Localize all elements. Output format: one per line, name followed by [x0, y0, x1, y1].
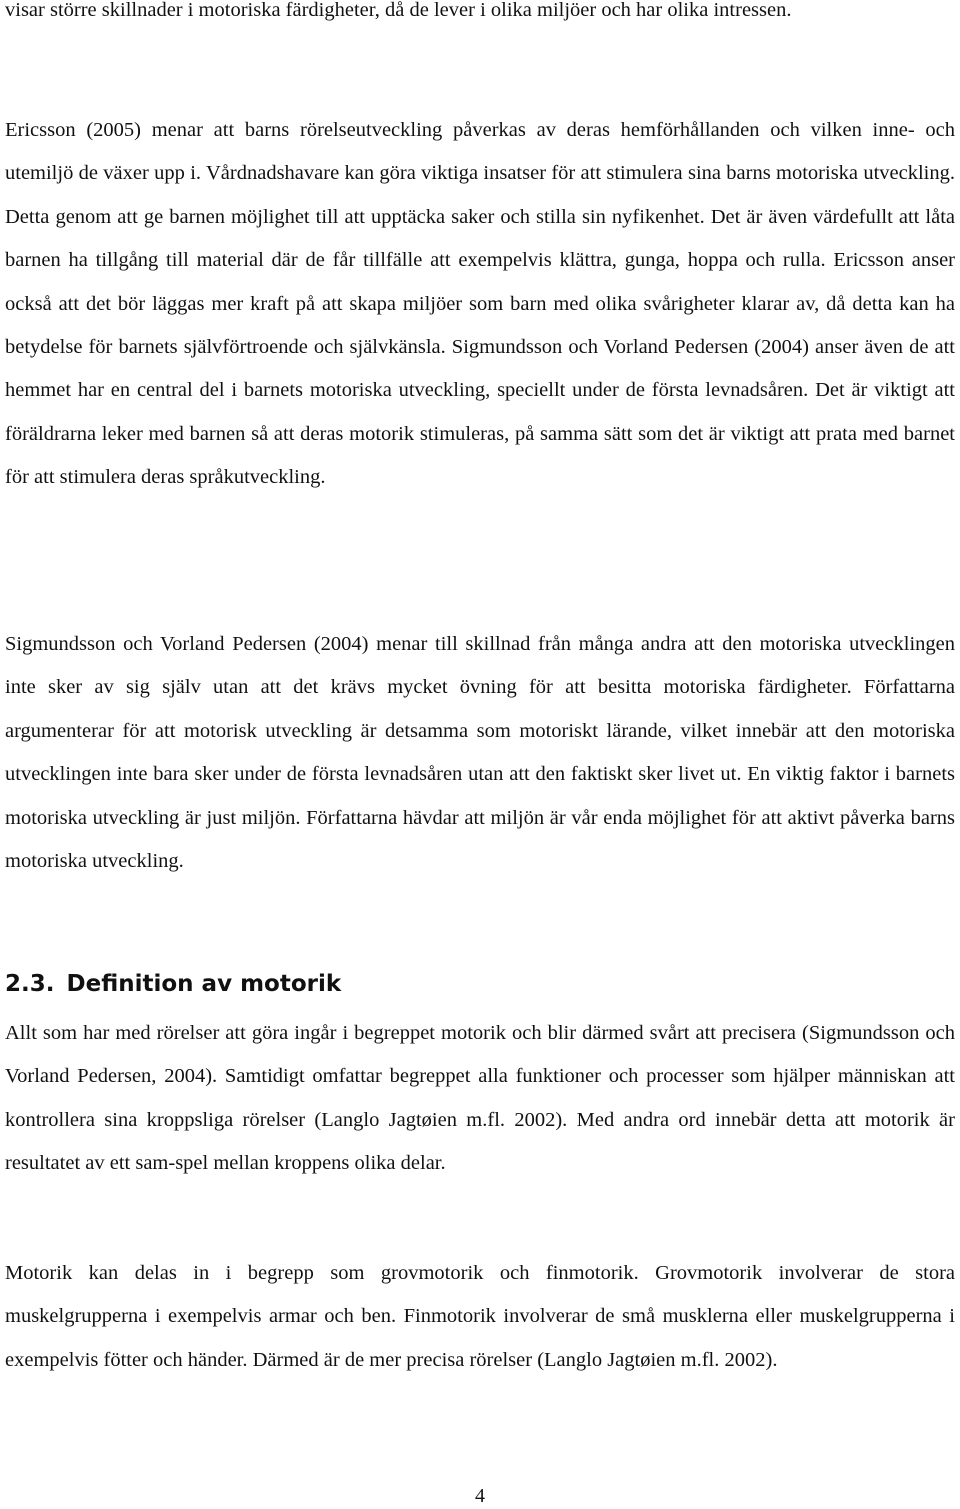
body-paragraph: Sigmundsson och Vorland Pedersen (2004) menar till skillnad från många andra att den motoriska utvecklingen inte sker av sig själv utan att det krävs mycket övning för att besitta motoriska färdigheter. Författarna argumenterar för att motorisk utveckling är detsamma som motoriskt lärande, vilket innebär att den motoriska utvecklingen inte bara sker under de första levnadsåren utan att den faktiskt sker livet ut. En viktig faktor i barnets motoriska utveckling är just miljön. Författarna hävdar att miljön är vår enda möjlighet för att aktivt påverka barns motoriska utveckling.: [5, 633, 955, 873]
section-heading: [5, 964, 341, 1004]
section-title: Definition av motorik: [66, 971, 342, 997]
body-paragraph: visar större skillnader i motoriska färdigheter, då de lever i olika miljöer och har olika intressen.: [5, 0, 792, 21]
body-paragraph: Ericsson (2005) menar att barns rörelseutveckling påverkas av deras hemförhållanden och vilken inne- och utemiljö de växer upp i. Vårdnadshavare kan göra viktiga insatser för att stimulera sina barns motoriska utveckling. Detta genom att ge barnen möjlighet till att upptäcka saker och stilla sin nyfikenhet. Det är även värdefullt att låta barnen ha tillgång till material där de får tillfälle att exempelvis klättra, gunga, hoppa och rulla. Ericsson anser också att det bör läggas mer kraft på att skapa miljöer som barn med olika svårigheter klarar av, då detta kan ha betydelse för barnets självförtroende och självkänsla. Sigmundsson och Vorland Pedersen (2004) anser även de att hemmet har en central del i barnets motoriska utveckling, speciellt under de första levnadsåren. Det är viktigt att föräldrarna leker med barnen så att deras motorik stimuleras, på samma sätt som det är viktigt att prata med barnet för att stimulera deras språkutveckling.: [5, 119, 955, 489]
section-number: 2.3.: [5, 971, 55, 997]
section-paragraph: Allt som har med rörelser att göra ingår i begreppet motorik och blir därmed svårt att precisera (Sigmundsson och Vorland Pedersen, 2004). Samtidigt omfattar begreppet alla funktioner och processer som hjälper människan att kontrollera sina kroppsliga rörelser (Langlo Jagtøien m.fl. 2002). Med andra ord innebär detta att motorik är resultatet av ett sam-spel mellan kroppens olika delar.: [5, 1022, 955, 1175]
page-number: 4: [475, 1485, 485, 1507]
section-paragraph: Motorik kan delas in i begrepp som grovmotorik och finmotorik. Grovmotorik involverar de stora muskelgrupperna i exempelvis armar och ben. Finmotorik involverar de små musklerna eller muskelgrupperna i exempelvis fötter och händer. Därmed är de mer precisa rörelser (Langlo Jagtøien m.fl. 2002).: [5, 1262, 955, 1371]
